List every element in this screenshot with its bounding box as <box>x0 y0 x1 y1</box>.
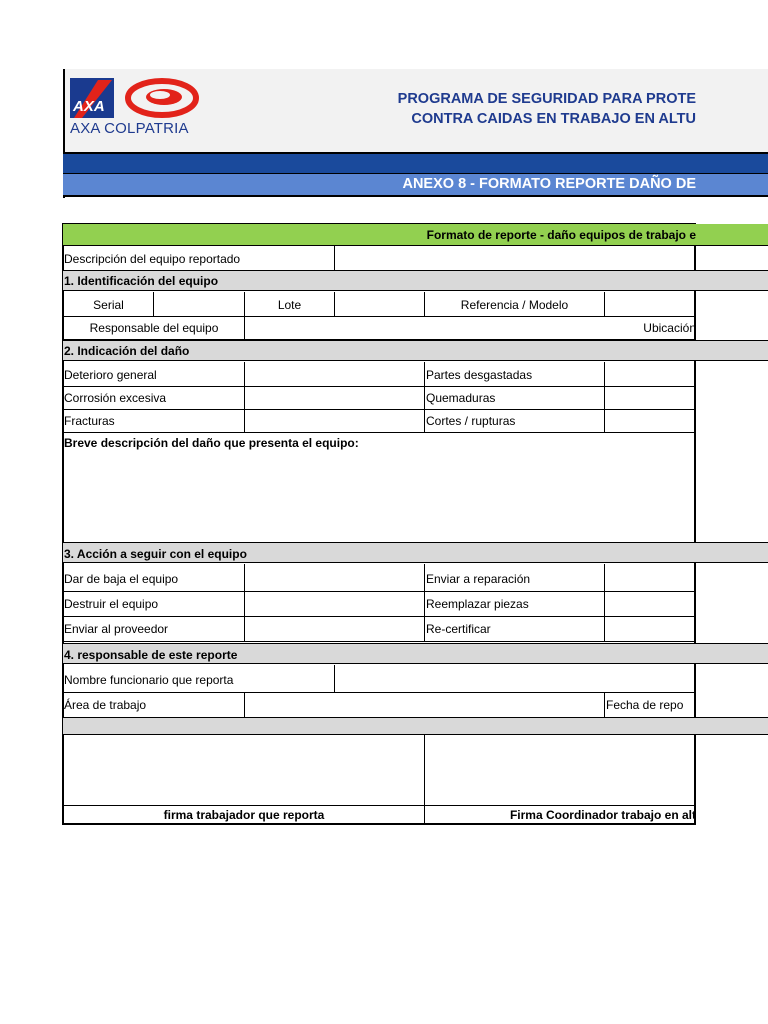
action-check-left-1[interactable] <box>245 565 424 591</box>
axa-logo-text: AXA <box>73 98 105 115</box>
serial-label: Serial <box>93 298 124 312</box>
colpatria-swirl-icon <box>128 81 196 115</box>
lote-field[interactable] <box>335 293 424 315</box>
signature-spacer-row <box>63 717 768 735</box>
action-check-right-3[interactable] <box>605 617 696 641</box>
area-trabajo-label: Área de trabajo <box>64 698 147 712</box>
serial-field[interactable] <box>154 293 244 315</box>
form-title: Formato de reporte - daño equipos de trabajo e <box>426 228 696 242</box>
worker-signature-area[interactable] <box>64 736 424 804</box>
damage-check-left-1[interactable] <box>245 363 424 386</box>
nombre-funcionario-label: Nombre funcionario que reporta <box>64 673 234 687</box>
nombre-funcionario-field[interactable] <box>335 666 696 692</box>
referencia-field[interactable] <box>605 293 696 315</box>
action-item-right-1: Enviar a reparación <box>426 572 531 586</box>
description-label: Descripción del equipo reportado <box>64 252 241 266</box>
damage-check-left-3[interactable] <box>245 410 424 432</box>
referencia-label: Referencia / Modelo <box>460 298 569 312</box>
damage-item-left-2: Corrosión excesiva <box>64 391 167 405</box>
responsable-field[interactable] <box>245 317 600 338</box>
damage-item-left-3: Fracturas <box>64 414 115 428</box>
action-item-right-3: Re-certificar <box>426 622 491 636</box>
action-check-left-2[interactable] <box>245 592 424 616</box>
section2-title: 2. Indicación del daño <box>64 344 190 358</box>
damage-item-right-3: Cortes / rupturas <box>426 414 516 428</box>
section4-title: 4. responsable de este reporte <box>64 648 238 662</box>
navy-band <box>63 152 768 173</box>
damage-check-right-1[interactable] <box>605 363 696 386</box>
action-item-right-2: Reemplazar piezas <box>426 597 529 611</box>
brief-description-label: Breve descripción del daño que presenta el equipo: <box>64 436 359 450</box>
damage-item-right-2: Quemaduras <box>426 391 496 405</box>
program-title-line1: PROGRAMA DE SEGURIDAD PARA PROTE <box>397 91 696 107</box>
damage-check-right-2[interactable] <box>605 387 696 409</box>
annex-title: ANEXO 8 - FORMATO REPORTE DAÑO DE <box>402 176 696 192</box>
worker-signature-label: firma trabajador que reporta <box>163 808 325 822</box>
section1-title: 1. Identificación del equipo <box>64 274 219 288</box>
ubicacion-label: Ubicación <box>643 321 696 335</box>
fecha-reporte-label: Fecha de repo <box>606 698 684 712</box>
coordinator-signature-label: Firma Coordinador trabajo en alt <box>509 808 696 822</box>
damage-item-left-1: Deterioro general <box>64 368 157 382</box>
coordinator-signature-area[interactable] <box>425 736 696 804</box>
lote-label: Lote <box>277 298 302 312</box>
action-item-left-3: Enviar al proveedor <box>64 622 169 636</box>
brief-description-field[interactable] <box>64 452 696 542</box>
action-check-left-3[interactable] <box>245 617 424 641</box>
damage-check-right-3[interactable] <box>605 410 696 432</box>
damage-check-left-2[interactable] <box>245 387 424 409</box>
program-title-line2: CONTRA CAIDAS EN TRABAJO EN ALTU <box>411 111 696 127</box>
brand-name: AXA COLPATRIA <box>70 120 189 137</box>
description-field[interactable] <box>335 247 696 269</box>
responsable-label: Responsable del equipo <box>89 321 219 335</box>
action-item-left-1: Dar de baja el equipo <box>64 572 179 586</box>
area-trabajo-field[interactable] <box>245 693 604 717</box>
action-check-right-1[interactable] <box>605 565 696 591</box>
action-item-left-2: Destruir el equipo <box>64 597 159 611</box>
action-check-right-2[interactable] <box>605 592 696 616</box>
section3-title: 3. Acción a seguir con el equipo <box>64 547 247 561</box>
damage-item-right-1: Partes desgastadas <box>426 368 533 382</box>
